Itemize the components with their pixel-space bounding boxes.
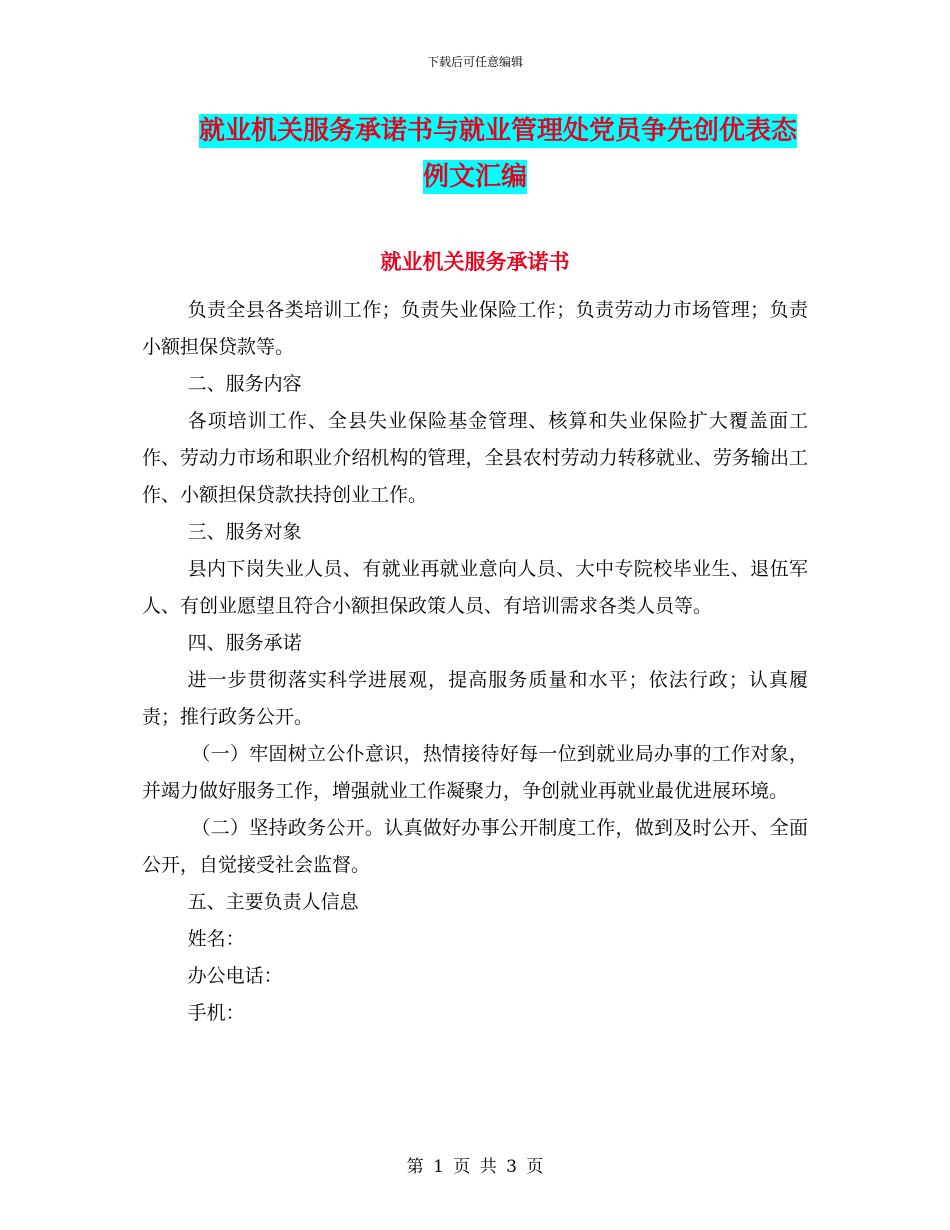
document-body (142, 292, 808, 1032)
page-footer: 第 1 页 共 3 页 (406, 1157, 544, 1177)
heading-responsible-person: 五、主要负责人信息 (187, 891, 359, 913)
field-mobile: 手机： (187, 1002, 245, 1024)
header-note: 下载后可任意编辑 (426, 55, 523, 69)
title-line-2: 例文汇编 (422, 162, 527, 192)
field-office-phone: 办公电话： (187, 965, 283, 987)
title-line-1: 就业机关服务承诺书与就业管理处党员争先创优表态 (198, 116, 797, 146)
paragraph-duties: 负责全县各类培训工作；负责失业保险工作；负责劳动力市场管理；负责小额担保贷款等。 (142, 299, 808, 358)
paragraph-service-target: 县内下岗失业人员、有就业再就业意向人员、大中专院校毕业生、退伍军人、有创业愿望且符合小额担保政策人员、有培训需求各类人员等。 (142, 558, 808, 617)
paragraph-commitment-1: （一）牢固树立公仆意识，热情接待好每一位到就业局办事的工作对象，并竭力做好服务工作，增强就业工作凝聚力，争创就业再就业最优进展环境。 (142, 743, 808, 802)
heading-service-commitment: 四、服务承诺 (187, 632, 302, 654)
heading-service-content: 二、服务内容 (187, 373, 302, 395)
field-name: 姓名： (187, 928, 245, 950)
paragraph-commitment-2: （二）坚持政务公开。认真做好办事公开制度工作，做到及时公开、全面公开，自觉接受社会监督。 (142, 817, 808, 876)
paragraph-service-content: 各项培训工作、全县失业保险基金管理、核算和失业保险扩大覆盖面工作、劳动力市场和职业介绍机构的管理，全县农村劳动力转移就业、劳务输出工作、小额担保贷款扶持创业工作。 (142, 410, 808, 506)
paragraph-service-commitment: 进一步贯彻落实科学进展观，提高服务质量和水平；依法行政；认真履责；推行政务公开。 (142, 669, 808, 728)
document-title (0, 108, 950, 200)
heading-service-target: 三、服务对象 (187, 521, 302, 543)
section-title: 就业机关服务承诺书 (380, 250, 570, 274)
